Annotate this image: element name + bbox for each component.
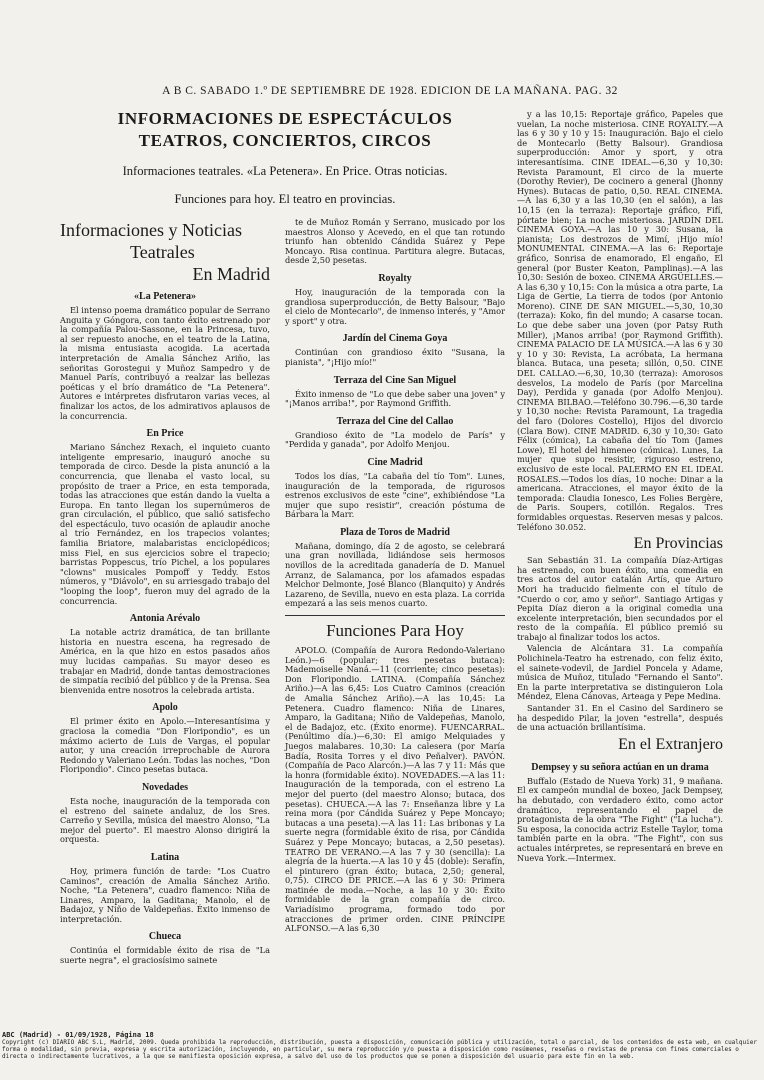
banner-title-2: TEATROS, CONCIERTOS, CIRCOS	[138, 131, 432, 150]
article-text: Mañana, domingo, día 2 de agosto, se celebrará una gran novillada, lidiándose seis hermosos novillos de la acreditada ganadería de D. Manuel Arranz, de Salamanca, por los afamados espadas Melchor Delmonte, José Blanco (Blanquito) y Andrés Lazareno, de Sevilla, nuevo en esta plaza. La corrida empezará a las seis menos cuarto.	[285, 540, 505, 609]
article-continuation: te de Muñoz Román y Serrano, musicado por los maestros Alonso y Acevedo, en el que tan rotundo triunfo han obtenido Cándida Suárez y Pepe Moncayo. Risa continua. Partitura alegre. Butacas, desde 2,50 pesetas.	[285, 217, 505, 266]
article-head: Chueca	[148, 931, 182, 943]
article-text: Éxito inmenso de "Lo que debe saber una joven" y "¡Manos arriba!", por Raymond Griffith.	[285, 388, 505, 409]
section-title-informaciones: Informaciones y Noticias	[60, 220, 242, 240]
section-title-teatrales: Teatrales	[130, 242, 195, 262]
article-head: Jardín del Cinema Goya	[342, 333, 448, 345]
article-head: Terraza del Cine San Miguel	[333, 374, 457, 386]
column-1	[60, 218, 270, 968]
masthead: A B C. SABADO 1.º DE SEPTIEMBRE DE 1928. EDICION DE LA MAÑANA. PAG. 32	[162, 85, 618, 97]
article-text: Mariano Sánchez Rexach, el inquieto cuanto inteligente empresario, inauguró anoche su temporada de circo. Desde la pista anunció a la concurrencia, que llenaba el vasto local, su propósito de traer a Price, en esta temporada, todas las atracciones que están dando la vuelta a Europa. En tanto llegan los supernúmeros de gran circulación, el público, que salió satisfecho del espectáculo, tuvo ocasión de aplaudir anoche al trío Fernández, en los trapecios volantes; familia Briatore, malabaristas enciclopédicos; miss Fiel, en sus ejercicios sobre el trapecio; barristas Poppescus, trío Pichel, a los populares "clowns" musicales Pompoff y Teddy. Estos números, y "Diávolo", en su arriesgado trabajo del "looping the loop", fueron muy del agrado de la concurrencia.	[60, 442, 270, 606]
article-text: Santander 31. En el Casino del Sardinero se ha despedido Pilar, la joven "estrella", después de una actuación brillantísima.	[517, 703, 723, 733]
article-head: «La Petenera»	[134, 291, 196, 302]
article-text: Continúan con grandioso éxito "Susana, la pianista", "¡Hijo mío!"	[285, 347, 505, 367]
article-text: Buffalo (Estado de Nueva York) 31, 9 mañana. El ex campeón mundial de boxeo, Jack Dempsey, ha debutado, con verdadero éxito, como actor dramático, representando el papel de protagonista de la obra "The Fight" ("La lucha"). Su esposa, la conocida actriz Estelle Taylor, toma también parte en la obra. "The Fight", con sus actuales intérpretes, se representará en breve en Nueva York.—Intermex.	[517, 775, 723, 863]
article-text: Esta noche, inauguración de la temporada con el estreno del sainete andaluz, de los Sres. Carreño y Sevilla, música del maestro Alonso, "La mejor del puerto". El maestro Alonso dirigirá la orquesta.	[60, 795, 270, 845]
article-text: San Sebastián 31. La compañía Díaz-Artigas ha estrenado, con buen éxito, una comedia en tres actos del autor catalán Artís, que Arturo Mori ha traducido fielmente con el título de "Cuerdo o cor, amo y señor". Santiago Artigas y Pepita Díaz dieron a la original comedia una excelente interpretación, bien secundados por el resto de la compañía. El público premió su trabajo al finalizar todos los actos.	[517, 555, 723, 642]
cinema-listing: y a las 10,15: Reportaje gráfico, Papeles que vuelan, La noche misteriosa. CINE ROYALTY.—A las 6 y 30 y 10 y 15: Inauguración. Bajo el cielo de Montecarlo (Betty Balsour). Grandiosa superproducción: Amor y sport, y otra interesantísima. CINE IDEAL.—6,30 y 10,30: Revista Paramount, El circo de la muerte (Dorothy Revier), De cocinero a general (Jhonny Hynes). Butacas de patio, 0,50. REAL CINEMA.—A las 6,30 y a las 10,30 (en el salón), a las 10,15 (en la terraza): Reportaje gráfico, Fifí, pórtate bien; La noche misteriosa. JARDÍN DEL CINEMA GOYA.—A las 10 y 30: Susana, la pianista; Los destrozos de Mimí, ¡Hijo mío! MONUMENTAL CINEMA.—A las 6: Reportaje gráfico, Sonrisa de enamorado, El engaño, El general (por Buster Keaton, Pamplinas).—A las 10,30: Sesión de boxeo. CINEMA ARGÜELLES.—A las 6,30 y 10,15: Con la música a otra parte, La Liga de Gertie, La tierra de todos (por Antonio Moreno). CINE DE SAN MIGUEL.—5,30, 10,30 (terraza): Koko, fin del mundo; A casarse tocan. Lo que debe saber una joven (por Patsy Ruth Miller), ¡Manos arriba! (por Raymond Griffith). CINEMA PALACIO DE LA MÚSICA.—A las 6 y 30 y 10 y 30: Revista, La acróbata, La hermana blanca. Butaca, una peseta; sillón, 0,50. CINE DEL CALLAO.—6,30, 10,30 (terraza): Amorosos desvelos, La modelo de París (por Marcelina Day), Perdida y ganada (por Adolfo Menjou). CINEMA BILBAO.—Teléfono 30.796.—6,30 tarde y 10,30 noche: Revista Paramount, La tragedia del faro (Dolores Costello), Hijos del divorcio (Clara Bow). CINE MADRID. 6,30 y 10,30: Gato Félix (cómica), La cabaña del tío Tom (James Lowe), El hotel del himeneo (cómica). Lunes, La mujer que supo resistir, riguroso estreno, exclusivo de este local. PALERMO EN EL IDEAL ROSALES.—Todos los días, 10 noche: Dinar a la americana. Atracciones, el mayor éxito de la temporada: Claudia Ionesco, Les Folies Bergère, de Paris. Soupers, cotillón. Regalos. Tres formidables orquestas. Reserven mesas y palcos. Teléfono 30.052.	[517, 109, 723, 532]
article-head: Plaza de Toros de Madrid	[340, 526, 450, 538]
copyright-footer	[2, 1032, 762, 1060]
divider	[285, 615, 505, 616]
section-title-funciones: Funciones Para Hoy	[326, 621, 464, 641]
article-text: Valencia de Alcántara 31. La compañía Polichinela-Teatro ha estrenado, con feliz éxito, el sainete-vodevil, de Jardiel Poncela y Adame, música de Muñoz, titulado "Fernando el Santo". En la parte interpretativa se distinguieron Lola Méndez, Elena Cánovas, Arteaga y Pepe Medina.	[517, 643, 723, 702]
article-head: Royalty	[378, 272, 412, 284]
article-text: El primer éxito en Apolo.—Interesantísima y graciosa la comedia "Don Floripondio", es un máximo acierto de Luis de Vargas, el popular autor, y una creación irreprochable de Aurora Redondo y Valeriano León. Todas las noches, "Don Floripondio". Cinco pesetas butaca.	[60, 716, 270, 775]
article-text: Hoy, primera función de tarde: "Los Cuatro Caminos", creación de Amalia Sánchez Ariño. Noche, "La Petenera", cuadro flamenco: Niña de Linares, Amparo, la Gaditana; Manolo, el de Badajoz, y Niño de Valdepeñas. Éxito inmenso de interpretación.	[60, 865, 270, 924]
column-3	[517, 110, 723, 865]
banner-dek-1: Informaciones teatrales. «La Petenera». En Price. Otras noticias.	[122, 164, 448, 178]
article-text: El intenso poema dramático popular de Serrano Anguita y Góngora, con tanto éxito estrenado por la compañía Palou-Sassone, en la Princesa, tuvo, al ser repuesto anoche, en el teatro de la Latina, la misma entusiasta acogida. La acertada interpretación de Amalia Sánchez Ariño, las señoritas Gorostegui y Muñoz Sampedro y de Manuel París, contribuyó a realzar las bellezas poéticas y el brío dramático de "La Petenera". Autores e intérpretes disfrutaron varias veces, al finalizar los actos, de los admirativos aplausos de la concurrencia.	[60, 305, 270, 421]
section-title-extranjero: En el Extranjero	[618, 735, 723, 753]
article-head: Dempsey y su señora actúan en un drama	[531, 761, 709, 773]
article-head: Apolo	[152, 702, 178, 714]
article-head: En Price	[146, 428, 184, 440]
article-head: Antonia Arévalo	[129, 613, 201, 625]
banner-title-1: INFORMACIONES DE ESPECTÁCULOS	[117, 109, 453, 128]
section-title-en-madrid: En Madrid	[192, 264, 270, 284]
article-head: Novedades	[141, 781, 189, 793]
page-banner	[60, 108, 510, 208]
footer-source: ABC (Madrid) - 01/09/1928, Página 18	[2, 1031, 154, 1039]
article-head: Cine Madrid	[367, 456, 423, 468]
section-title-provincias: En Provincias	[633, 535, 723, 553]
funciones-listing: APOLO. (Compañía de Aurora Redondo-Valeriano León.)—6 (popular; tres pesetas butaca): Mademoiselle Naná.—11 (corriente; cinco pesetas): Don Floripondio. LATINA. (Compañía Sánchez Ariño.)—A las 6,45: Los Cuatro Caminos (creación de Amalia Sánchez Ariño).—A las 10,45: La Petenera. Cuadro flamenco: Niña de Linares, Amparo, la Gaditana; Niño de Valdepeñas, Manolo, el de Badajoz, etc. (Éxito enorme). FUENCARRAL. (Penúltimo día.)—6,30: El amigo Melquiades y Juegos malabares. 10,30: La calesera (por María Badía, Rosita Torres y el divo Peñalver). PAVÓN. (Compañía de Paco Alarcón.)—A las 7 y 11: Más que la honra (formidable éxito). NOVEDADES.—A las 11: Inauguración de la temporada, con el estreno La mejor del puerto (del maestro Alonso; butaca, dos pesetas). CHUECA.—A las 7: Enseñanza libre y La reina mora (por Cándida Suárez y Pepe Moncayo; butacas a una peseta).—A las 11: Las bribonas y La suerte negra (formidable éxito de risa, por Cándida Suárez y Pepe Moncayo; butacas, a 2,50 pesetas). TEATRO DE VERANO.—A las 7 y 30 (sencilla): La alegría de la huerta.—A las 10 y 45 (doble): Serafín, el pinturero (gran éxito; butaca, 2,50; general, 0,75). CIRCO DE PRICE.—A las 6 y 30: Primera matinée de moda.—Noche, a las 10 y 30: Éxito formidable de la gran compañía de circo. Variadísimo programa, formado todo por atracciones de primer orden. CINE PRÍNCIPE ALFONSO.—A las 6,30	[285, 645, 505, 934]
article-text: Todos los días, "La cabaña del tío Tom". Lunes, inauguración de la temporada, de rigurosos estrenos exclusivos de este "cine", exhibiéndose "La mujer que supo resistir", creación póstuma de Bárbara la Marr.	[285, 470, 505, 520]
article-text: Grandioso éxito de "La modelo de París" y "Perdida y ganada", por Adolfo Menjou.	[285, 429, 505, 450]
article-text: Hoy, inauguración de la temporada con la grandiosa superproducción, de Betty Balsour, "Bajo el cielo de Montecarlo", de inmenso interés, y "Amor y sport" y otra.	[285, 286, 505, 326]
article-head: Latina	[150, 851, 180, 863]
banner-dek-2: Funciones para hoy. El teatro en provincias.	[174, 192, 396, 206]
article-text: La notable actriz dramática, de tan brillante historia en nuestra escena, ha regresado de América, en la que hizo en estos pasados años muy lucidas campañas. Su mayor deseo es trabajar en Madrid, donde tantas demostraciones de simpatía recibió del público y de la Prensa. Sea bienvenida entre nosotros la celebrada artista.	[60, 627, 270, 695]
footer-copyright: Copyright (c) DIARIO ABC S.L, Madrid, 2009. Queda prohibida la reproducción, distribución, puesta a disposición, comunicación pública y utilización, total o parcial, de los contenidos de esta web, en cualquier forma o modalidad, sin previa, expresa y escrita autorización, incluyendo, en particular, su mera reproducción y/o puesta a disposición como resúmenes, reseñas o revistas de prensa con fines comerciales o directa o indirectamente lucrativos, a la que se manifiesta oposición expresa, a salvo del uso de los productos que se ponen a disposición del usuario para este fin en la web.	[2, 1039, 757, 1060]
article-text: Continúa el formidable éxito de risa de "La suerte negra", el graciosísimo sainete	[60, 945, 270, 966]
column-2	[285, 218, 505, 936]
article-head: Terraza del Cine del Callao	[336, 415, 454, 427]
